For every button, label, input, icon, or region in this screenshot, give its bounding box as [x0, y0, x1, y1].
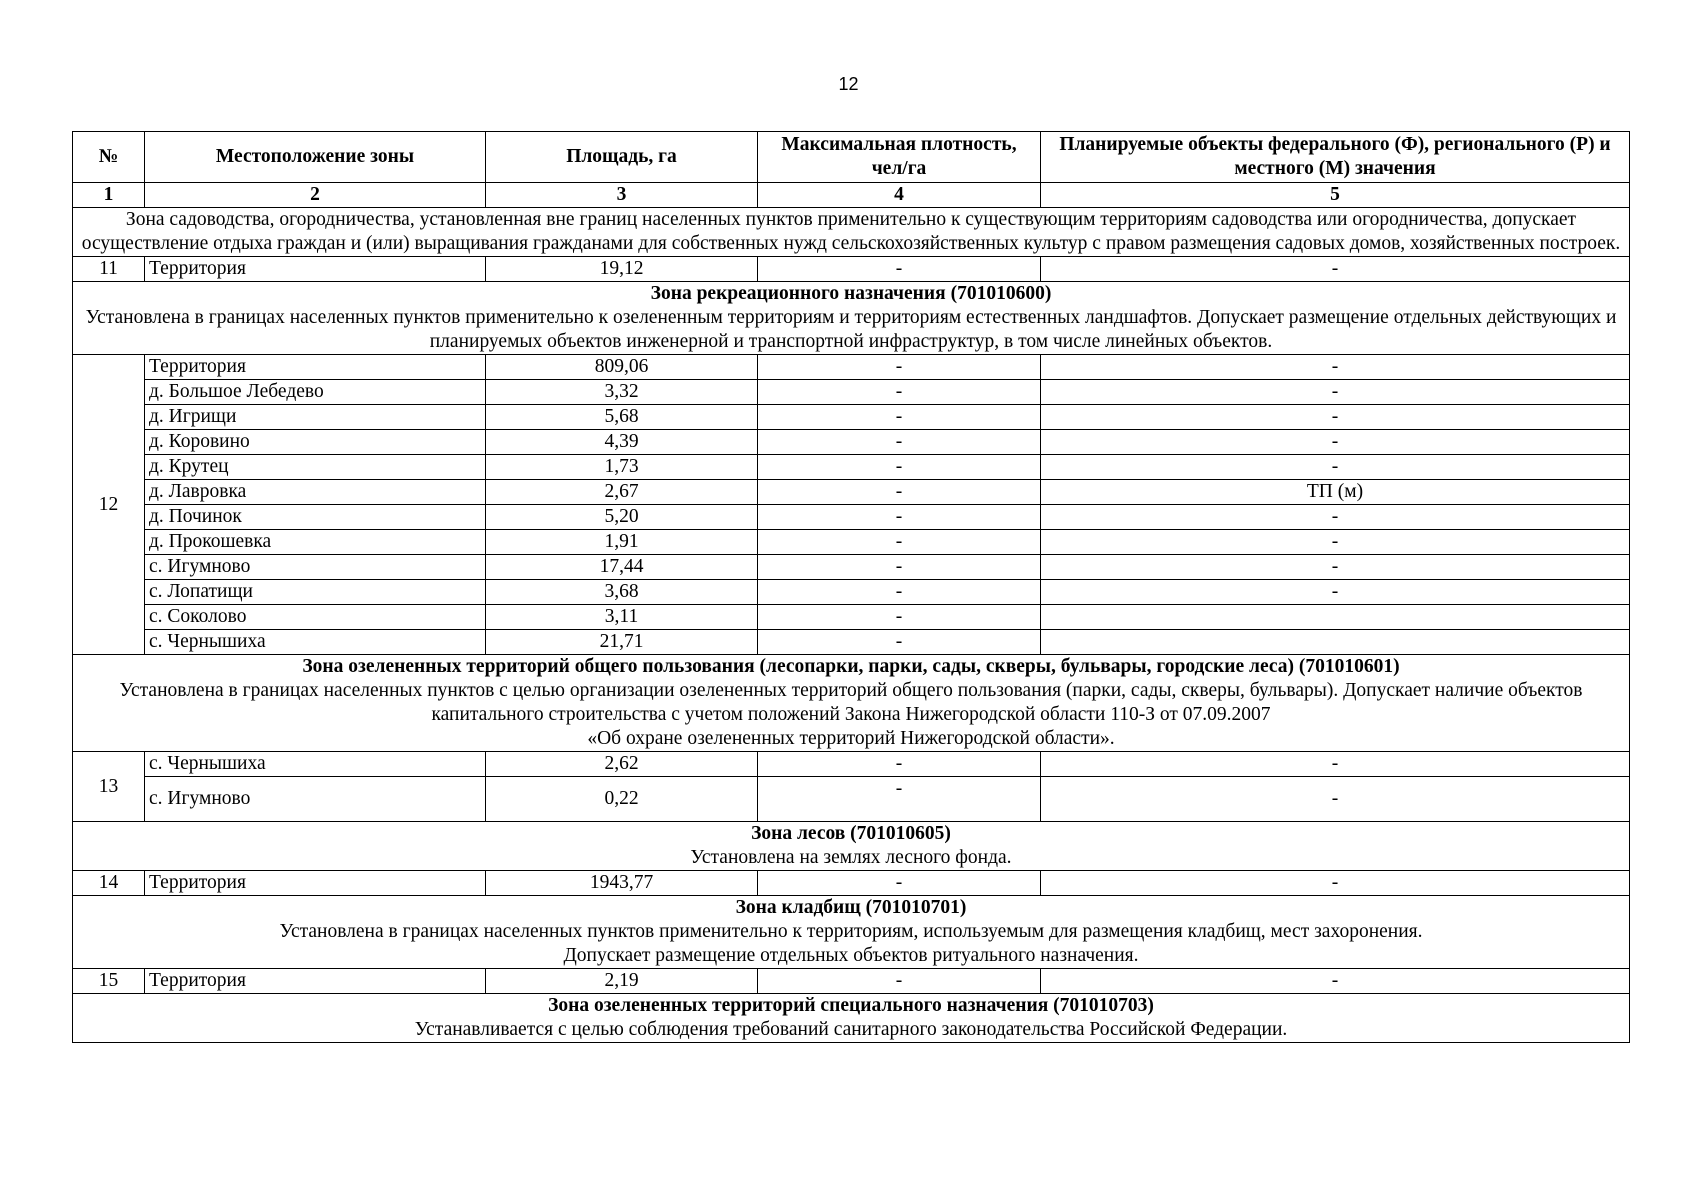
zone-header-row: [73, 994, 1630, 1043]
row-location: д. Лавровка: [145, 480, 486, 505]
table-row: [73, 505, 1630, 530]
table-row: [73, 777, 1630, 822]
table-row: [73, 355, 1630, 380]
row-objects: -: [1041, 580, 1630, 605]
row-objects: -: [1041, 777, 1630, 822]
row-objects: -: [1041, 430, 1630, 455]
row-location: с. Чернышиха: [145, 630, 486, 655]
row-area: 2,19: [486, 969, 758, 994]
row-objects: -: [1041, 405, 1630, 430]
row-area: 1,91: [486, 530, 758, 555]
zone-recreation: [73, 282, 1630, 355]
zones-table: [72, 131, 1630, 1043]
row-location: с. Чернышиха: [145, 752, 486, 777]
row-location: д. Коровино: [145, 430, 486, 455]
row-number: 12: [73, 355, 145, 655]
row-density: -: [758, 355, 1041, 380]
header-location: Местоположение зоны: [145, 132, 486, 183]
row-density: -: [758, 430, 1041, 455]
row-density: -: [758, 257, 1041, 282]
zone-description: Устанавливается с целью соблюдения требований санитарного законодательства Российской Федерации.: [414, 1019, 1288, 1040]
table-row: [73, 430, 1630, 455]
zone-description: Установлена в границах населенных пунктов применительно к озелененным территориям и территориям естественных ландшафтов. Допускает размещение отдельных действующих и планируемых объектов инженерной и транспортной инфраструктур, в том числе линейных объектов.: [85, 307, 1617, 352]
table-row: [73, 630, 1630, 655]
table-row: [73, 580, 1630, 605]
zone-header-row: [73, 282, 1630, 355]
zone-header-row: [73, 208, 1630, 257]
row-density: -: [758, 969, 1041, 994]
column-number: 3: [486, 183, 758, 208]
zone-header-row: [73, 822, 1630, 871]
row-objects: -: [1041, 752, 1630, 777]
table-row: [73, 257, 1630, 282]
row-area: 19,12: [486, 257, 758, 282]
row-number: 11: [73, 257, 145, 282]
row-area: 2,67: [486, 480, 758, 505]
row-location: д. Большое Лебедево: [145, 380, 486, 405]
row-density: -: [758, 630, 1041, 655]
row-objects: -: [1041, 555, 1630, 580]
row-objects: -: [1041, 257, 1630, 282]
zone-description: Установлена на землях лесного фонда.: [690, 847, 1012, 868]
column-number: 4: [758, 183, 1041, 208]
row-location: с. Игумново: [145, 555, 486, 580]
row-objects: -: [1041, 355, 1630, 380]
row-density: -: [758, 580, 1041, 605]
row-density: -: [758, 405, 1041, 430]
zone-forest: [73, 822, 1630, 871]
row-location: с. Игумново: [145, 777, 486, 822]
row-number: 13: [73, 752, 145, 822]
row-area: 3,68: [486, 580, 758, 605]
header-area: Площадь, га: [486, 132, 758, 183]
row-location: д. Игрищи: [145, 405, 486, 430]
header-planned-objects: Планируемые объекты федерального (Ф), регионального (Р) и местного (М) значения: [1041, 132, 1630, 183]
column-number: 2: [145, 183, 486, 208]
table-row: [73, 405, 1630, 430]
zone-description: Зона садоводства, огородничества, установленная вне границ населенных пунктов применительно к существующим территориям садоводства или огородничества, допускает осуществление отдыха граждан и (или) выращивания гражданами для собственных нужд сельскохозяйственных культур с правом размещения садовых домов, хозяйственных построек.: [81, 209, 1621, 254]
table-header-row: [73, 132, 1630, 183]
row-location: Территория: [145, 257, 486, 282]
row-location: с. Соколово: [145, 605, 486, 630]
column-number: 1: [73, 183, 145, 208]
row-density: -: [758, 555, 1041, 580]
row-density: -: [758, 505, 1041, 530]
row-location: Территория: [145, 969, 486, 994]
row-density: -: [758, 530, 1041, 555]
zone-header-row: [73, 655, 1630, 752]
zone-description: Установлена в границах населенных пунктов применительно к территориям, используемым для размещения кладбищ, мест захоронения.: [279, 921, 1423, 942]
row-density: -: [758, 752, 1041, 777]
zone-gardening: [73, 208, 1630, 257]
row-density: -: [758, 455, 1041, 480]
zone-description: Допускает размещение отдельных объектов ритуального назначения.: [563, 945, 1139, 966]
row-area: 5,68: [486, 405, 758, 430]
row-area: 17,44: [486, 555, 758, 580]
zone-cemetery: [73, 896, 1630, 969]
row-objects: ТП (м): [1041, 480, 1630, 505]
zone-description: «Об охране озелененных территорий Нижегородской области».: [587, 728, 1115, 749]
table-row: [73, 969, 1630, 994]
row-number: 14: [73, 871, 145, 896]
header-density: Максимальная плотность, чел/га: [758, 132, 1041, 183]
zone-title: Зона озелененных территорий специального назначения (701010703): [548, 995, 1154, 1016]
zone-green-special: [73, 994, 1630, 1043]
row-location: д. Прокошевка: [145, 530, 486, 555]
row-objects: [1041, 605, 1630, 630]
row-area: 21,71: [486, 630, 758, 655]
row-density: -: [758, 871, 1041, 896]
row-area: 809,06: [486, 355, 758, 380]
row-density: -: [758, 777, 1041, 822]
row-objects: -: [1041, 455, 1630, 480]
zone-title: Зона рекреационного назначения (701010600): [650, 283, 1052, 304]
row-area: 4,39: [486, 430, 758, 455]
row-density: -: [758, 480, 1041, 505]
row-area: 1943,77: [486, 871, 758, 896]
row-objects: -: [1041, 969, 1630, 994]
table-row: [73, 530, 1630, 555]
table-row: [73, 455, 1630, 480]
row-area: 5,20: [486, 505, 758, 530]
row-location: д. Починок: [145, 505, 486, 530]
row-area: 3,11: [486, 605, 758, 630]
header-number: №: [73, 132, 145, 183]
table-row: [73, 555, 1630, 580]
row-area: 0,22: [486, 777, 758, 822]
row-density: -: [758, 380, 1041, 405]
zone-title: Зона лесов (701010605): [751, 823, 951, 844]
row-location: д. Крутец: [145, 455, 486, 480]
row-area: 2,62: [486, 752, 758, 777]
zone-description: Установлена в границах населенных пунктов с целью организации озелененных территорий общего пользования (парки, сады, скверы, бульвары). Допускает наличие объектов капитального строительства с учетом положений Закона Нижегородской области 110-З от 07.09.2007: [119, 680, 1583, 725]
row-location: Территория: [145, 871, 486, 896]
table-row: [73, 752, 1630, 777]
row-density: -: [758, 605, 1041, 630]
table-row: [73, 480, 1630, 505]
row-objects: [1041, 630, 1630, 655]
row-location: Территория: [145, 355, 486, 380]
table-row: [73, 871, 1630, 896]
row-objects: -: [1041, 530, 1630, 555]
zone-header-row: [73, 896, 1630, 969]
column-numbers-row: [73, 183, 1630, 208]
table-row: [73, 605, 1630, 630]
zone-title: Зона озелененных территорий общего пользования (лесопарки, парки, сады, скверы, бульвары, городские леса) (701010601): [302, 656, 1400, 677]
page-number: 12: [838, 74, 859, 94]
column-number: 5: [1041, 183, 1630, 208]
table-row: [73, 380, 1630, 405]
row-objects: -: [1041, 505, 1630, 530]
row-area: 3,32: [486, 380, 758, 405]
row-number: 15: [73, 969, 145, 994]
row-objects: -: [1041, 380, 1630, 405]
row-area: 1,73: [486, 455, 758, 480]
zone-green-public: [73, 655, 1630, 752]
row-location: с. Лопатищи: [145, 580, 486, 605]
row-objects: -: [1041, 871, 1630, 896]
zone-title: Зона кладбищ (701010701): [735, 897, 967, 918]
